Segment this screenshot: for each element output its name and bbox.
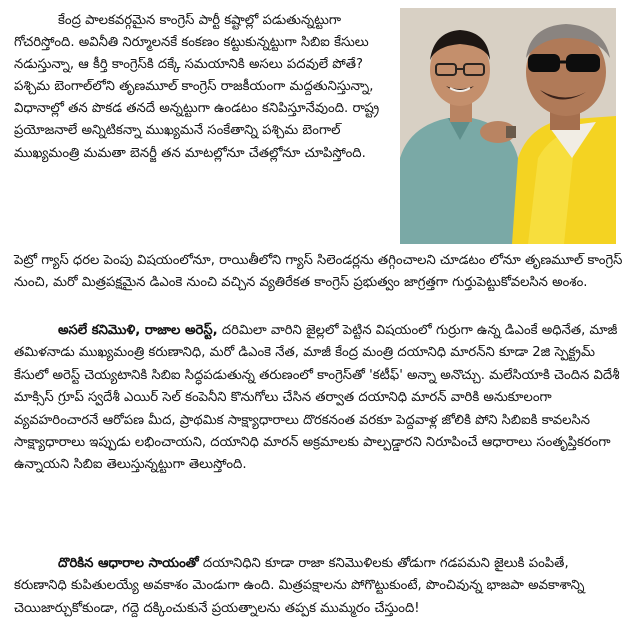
paragraph-2-bold-lead: అసలే కనిమొళి, రాజాల అరెస్ట్, (58, 323, 218, 338)
paragraph-3-text: దయానిధిని కూడా రాజా కనిమొళిలకు తోడుగా గడపమని జైలుకి పంపితే, కరుణానిధి కుపితులయ్యే అవకాశం మెండుగా ఉంది. మిత్రపక్షాలను పోగొట్టుకుంటే, పొంచివున్న భాజపా అవకాశాన్ని చెయిజార్చుకోకుండా, గద్దె దక్కించుకునే ప్రయత్నాలను తప్పక ముమ్మరం చేస్తుంది! (14, 556, 585, 616)
paragraph-1-tail: పెట్రో గ్యాస్ ధరల పెంపు విషయంలోనూ, రాయితీలోని గ్యాస్ సిలెండర్లను తగ్గించాలని చూడటం లోనూ తృణమూల్ కాంగ్రెస్ నుంచి, మరో మిత్రపక్షమైన డిఎంకె నుంచి వచ్చిన వ్యతిరేకత కాంగ్రెస్ ప్రభుత్వం జాగ్రత్తగా గుర్తుపెట్టుకోవలసిన అంశం. (14, 253, 623, 291)
paragraph-1-continued (14, 250, 624, 294)
paragraph-2-text: దరిమిలా వారిని జైల్లలో పెట్టిన విషయంలో గుర్రుగా ఉన్న డిఎంకే అధినేత, మాజీ తమిళనాడు ముఖ్యమంత్రి కరుణానిధి, మరో డిఎంకె నేత, మాజీ కేంద్ర మంత్రి దయానిధి మారన్‌ని కూడా 2జి స్పెక్ట్రమ్ కేసులో అరెస్ట్ చెయ్యటానికి సిబిఐ సిద్ధపడుతున్న తరుణంలో కాంగ్రెస్‌తో 'కటీఫ్' అన్నా అనొచ్చు. మలేసియాకి చెందిన విదేశీ మాక్సిస్ గ్రూప్ స్వదేశీ ఎయిర్ సెల్ కంపెనీని కొనుగోలు చేసిన తర్వాత దయానిధి మారన్ వారికి అనుకూలంగా వ్యవహరించారనే ఆరోపణ మీద, ప్రాథమిక సాక్ష్యాధారాలు దొరకనంత వరకూ పెద్దవాళ్ల జోలికి పోని సిబిఐకి కావలసిన సాక్ష్యాధారాలు ఇప్పుడు లభించాయని, దయానిధి మారన్ అక్రమాలకు పాల్పడ్డారని నిరూపించే ఆధారాలు సంతృప్తికరంగా ఉన్నాయని సిబిఐ తెలుస్తున్నట్టుగా తెలుస్తోంది. (14, 323, 620, 473)
news-photo (400, 8, 616, 244)
paragraph-3 (14, 553, 624, 620)
photo-illustration (400, 8, 616, 244)
paragraph-3-bold-lead: దొరికిన ఆధారాల సాయంతో (58, 556, 199, 571)
paragraph-2 (14, 320, 624, 477)
paragraph-1 (14, 10, 394, 165)
paragraph-1-lead: కేంద్ర పాలకవర్గమైన కాంగ్రెస్ పార్టీ కష్టాల్లో పడుతున్నట్టుగా గోచరిస్తోంది. అవినీతి నిర్మూలనకే కంకణం కట్టుకున్నట్టుగా సిబిఐ కేసులు నడుస్తున్నా, ఆ కీర్తి కాంగ్రెస్‌కి దక్కే సమయానికి అసలు పదవులే పోతే? పశ్చిమ బెంగాల్‌లోని తృణమూల్ కాంగ్రెస్ రాజకీయంగా మద్దతునిస్తున్నా, విధానాల్లో తన పొకడ తనదే అన్నట్టుగా ఉండటం కనిపిస్తూనేవుంది. రాష్ట్ర ప్రయోజనాలే అన్నిటికన్నా ముఖ్యమనే సంకేతాన్ని పశ్చిమ బెంగాల్ ముఖ్యమంత్రి మమతా బెనర్జీ తన మాటల్లోనూ చేతల్లోనూ చూపిస్తోంది. (14, 13, 380, 161)
